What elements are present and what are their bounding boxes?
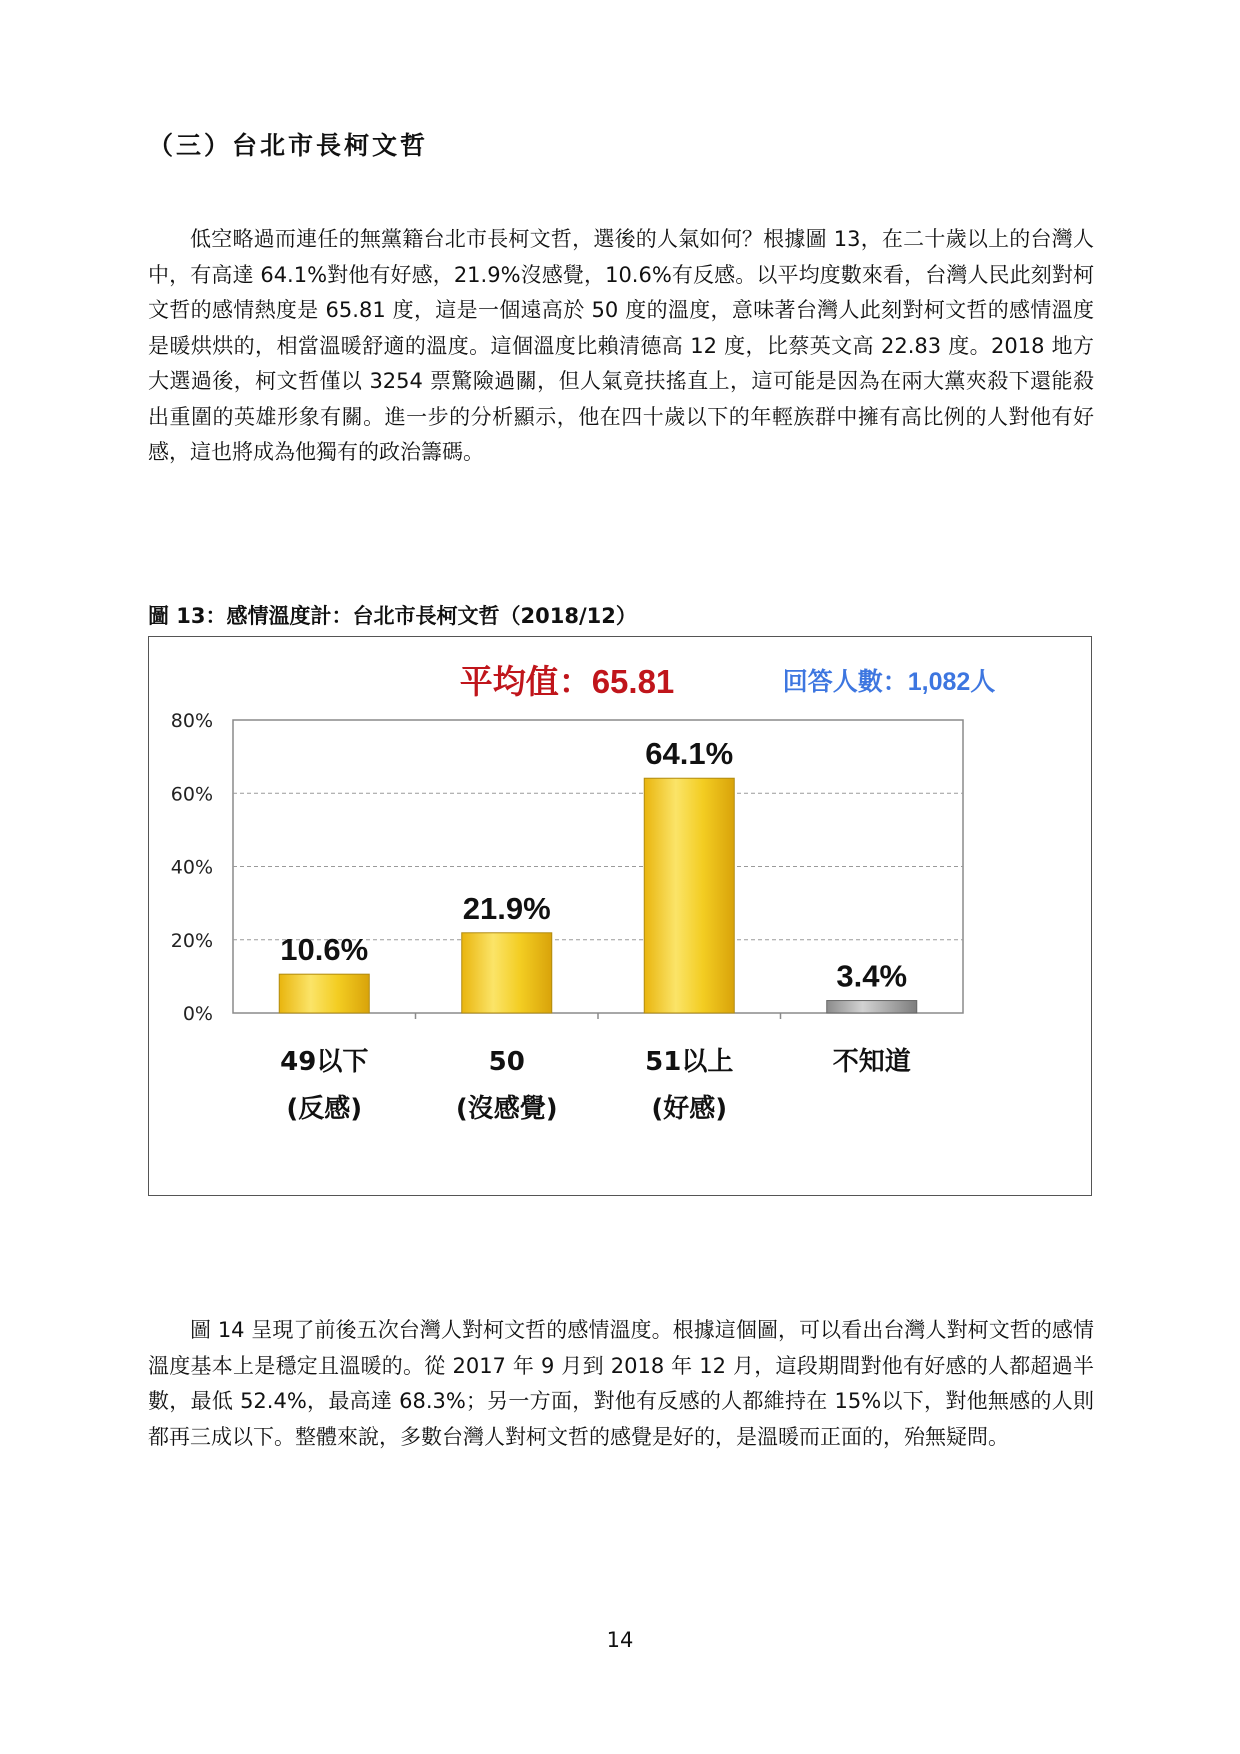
bar [827, 1001, 917, 1013]
figure-title: 圖 13：感情溫度計：台北市長柯文哲（2018/12） [148, 604, 637, 628]
y-tick-label: 40% [170, 856, 213, 879]
category-sublabel: (好感) [651, 1094, 728, 1124]
category-sublabel: (沒感覺) [455, 1094, 558, 1124]
bar [462, 933, 552, 1013]
y-tick-label: 20% [170, 929, 213, 952]
respondents-label: 回答人數：1,082人 [782, 668, 996, 696]
chart-frame [148, 636, 1092, 1196]
bar [279, 974, 369, 1013]
category-label: 51以上 [645, 1047, 734, 1077]
bar-value-label: 10.6% [280, 932, 369, 968]
category-label: 不知道 [832, 1047, 911, 1077]
labels-layer [171, 710, 911, 1124]
category-label: 49以下 [280, 1047, 369, 1077]
bar-value-label: 64.1% [645, 736, 734, 772]
bar-value-label: 3.4% [836, 958, 908, 994]
mean-value-label: 平均值：65.81 [459, 663, 675, 700]
category-sublabel: (反感) [286, 1094, 363, 1124]
y-tick-label: 60% [170, 783, 213, 806]
section-title: （三）台北市長柯文哲 [148, 131, 429, 160]
paragraph-figure14: 圖 14 呈現了前後五次台灣人對柯文哲的感情溫度。根據這個圖，可以看出台灣人對柯文哲的感情溫度基本上是穩定且溫暖的。從 2017 年 9 月到 2018 年 12 月，這段期間對他有好感的人都超過半數，最低 52.4%，最高達 68.3%；另一方面，對他有反感的人都維持在 15%以下，對他無感的人則都再三成以下。整體來說，多數台灣人對柯文哲的感覺是好的，是溫暖而正面的，殆無疑問。 [148, 1318, 1094, 1449]
page-number: 14 [606, 1628, 634, 1652]
paragraph-intro: 低空略過而連任的無黨籍台北市長柯文哲，選後的人氣如何？根據圖 13，在二十歲以上的台灣人中，有高達 64.1%對他有好感，21.9%沒感覺，10.6%有反感。以平均度數來看，台灣人民此刻對柯文哲的感情熱度是 65.81 度，這是一個遠高於 50 度的溫度，意味著台灣人此刻對柯文哲的感情溫度是暖烘烘的，相當溫暖舒適的溫度。這個溫度比賴清德高 12 度，比蔡英文高 22.83 度。2018 地方大選過後，柯文哲僅以 3254 票驚險過關，但人氣竟扶搖直上，這可能是因為在兩大黨夾殺下還能殺出重圍的英雄形象有關。進一步的分析顯示，他在四十歲以下的年輕族群中擁有高比例的人對他有好感，這也將成為他獨有的政治籌碼。 [148, 227, 1094, 464]
category-label: 50 [488, 1047, 525, 1077]
bars-layer [279, 778, 917, 1013]
y-tick-label: 0% [182, 1003, 213, 1025]
bar-chart [149, 637, 1090, 1194]
y-tick-label: 80% [170, 710, 213, 732]
bar-value-label: 21.9% [462, 890, 551, 926]
bar [644, 778, 734, 1013]
